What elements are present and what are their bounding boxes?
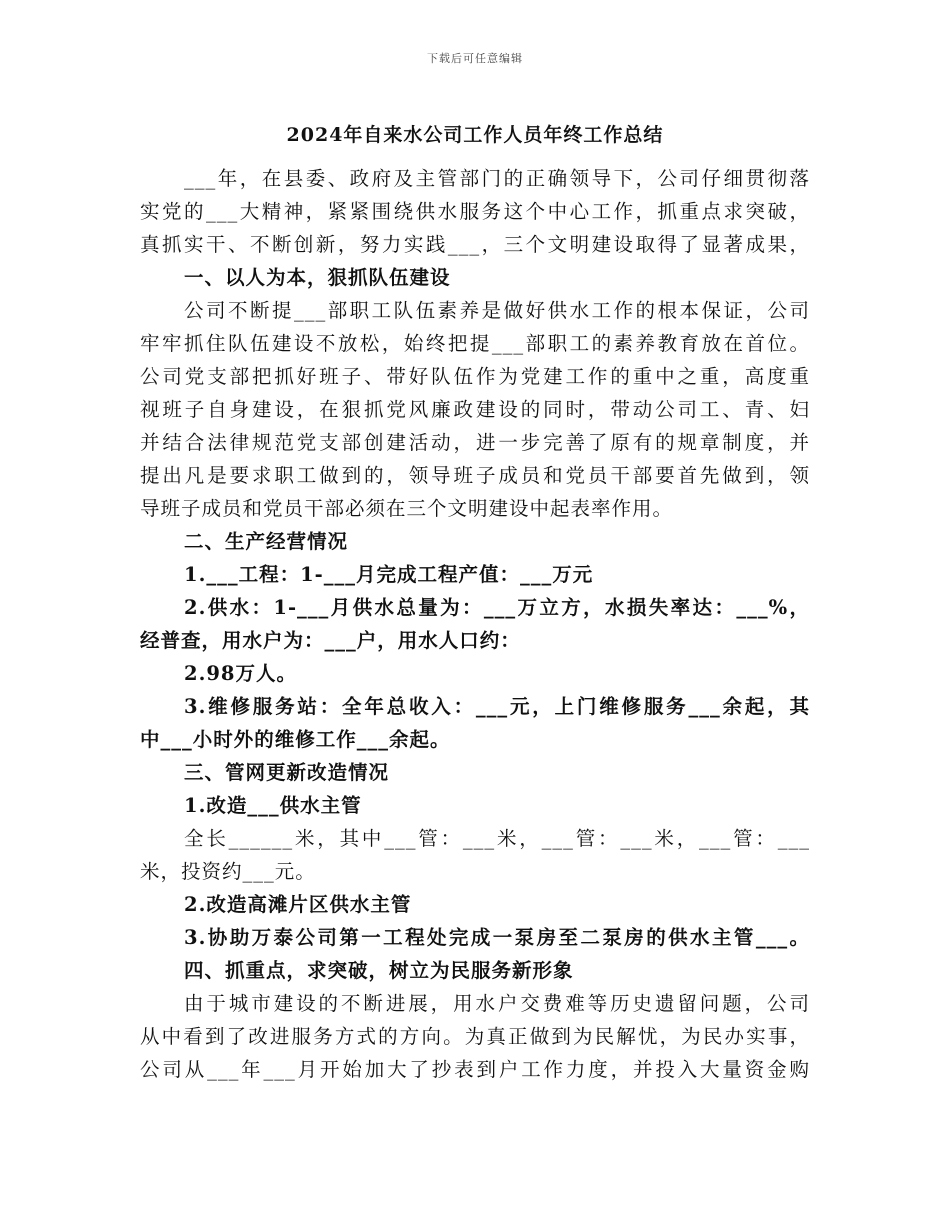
section-heading-line: 二、生产经营情况 <box>184 530 349 553</box>
paragraph-line: 真抓实干、不断创新，努力实践___，三个文明建设取得了显著成果， <box>140 233 810 256</box>
header-note: 下载后可任意编辑 <box>427 52 523 65</box>
section-heading-line: 2.供水：1-___月供水总量为：___万立方，水损失率达：___%， <box>184 596 810 619</box>
document-title: 2024年自来水公司工作人员年终工作总结 <box>286 124 664 146</box>
paragraph-line: 公司不断提___部职工队伍素养是做好供水工作的根本保证，公司 <box>184 299 810 322</box>
paragraph-line: 提出凡是要求职工做到的，领导班子成员和党员干部要首先做到，领 <box>140 464 810 487</box>
section-heading-line: 3.协助万泰公司第一工程处完成一泵房至二泵房的供水主管___。 <box>184 926 810 949</box>
paragraph-line: 米，投资约___元。 <box>140 860 316 883</box>
section-heading-line: 3.维修服务站：全年总收入：___元，上门维修服务___余起，其 <box>184 695 810 718</box>
paragraph-line: 公司从___年___月开始加大了抄表到户工作力度，并投入大量资金购 <box>140 1058 810 1081</box>
section-heading-line: 三、管网更新改造情况 <box>184 761 390 784</box>
paragraph-line: 导班子成员和党员干部必须在三个文明建设中起表率作用。 <box>140 497 674 520</box>
section-heading-line: 中___小时外的维修工作___余起。 <box>140 728 451 751</box>
paragraph-line: 公司党支部把抓好班子、带好队伍作为党建工作的重中之重，高度重 <box>140 365 810 388</box>
section-heading-line: 1.___工程：1-___月完成工程产值：___万元 <box>184 563 594 586</box>
section-heading-line: 一、以人为本，狠抓队伍建设 <box>184 266 451 289</box>
paragraph-line: ___年，在县委、政府及主管部门的正确领导下，公司仔细贯彻落 <box>184 167 810 190</box>
paragraph-line: 实党的___大精神，紧紧围绕供水服务这个中心工作，抓重点求突破， <box>140 200 810 223</box>
paragraph-line: 视班子自身建设，在狠抓党风廉政建设的同时，带动公司工、青、妇 <box>140 398 810 421</box>
section-heading-line: 2.改造高滩片区供水主管 <box>184 893 412 916</box>
paragraph-line: 牢牢抓住队伍建设不放松，始终把提___部职工的素养教育放在首位。 <box>140 332 810 355</box>
section-heading-line: 经普查，用水户为：___户，用水人口约： <box>140 629 521 652</box>
document-body <box>140 162 810 1086</box>
section-heading-line: 2.98万人。 <box>184 662 297 685</box>
paragraph-line: 并结合法律规范党支部创建活动，进一步完善了原有的规章制度，并 <box>140 431 810 454</box>
section-heading-line: 1.改造___供水主管 <box>184 794 362 817</box>
section-heading-line: 四、抓重点，求突破，树立为民服务新形象 <box>184 959 574 982</box>
paragraph-line: 全长______米，其中___管：___米，___管：___米，___管：___ <box>184 827 810 850</box>
paragraph-line: 由于城市建设的不断进展，用水户交费难等历史遗留问题，公司 <box>184 992 810 1015</box>
paragraph-line: 从中看到了改进服务方式的方向。为真正做到为民解忧，为民办实事， <box>140 1025 810 1048</box>
